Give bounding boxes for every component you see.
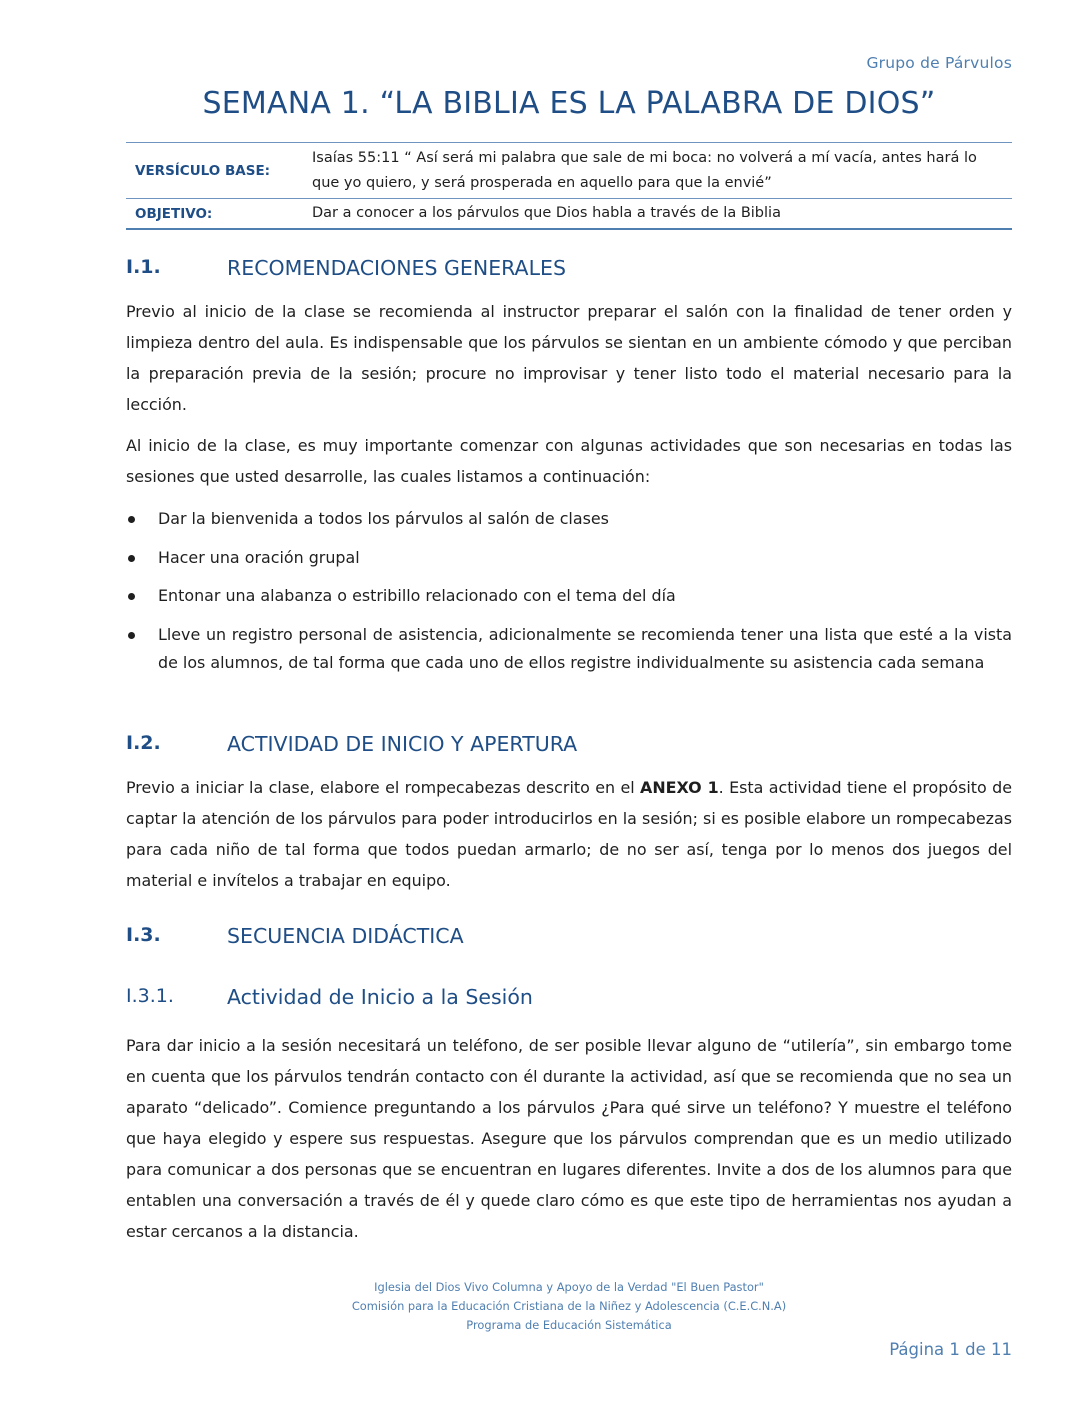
info-value-verse: Isaías 55:11 “ Así será mi palabra que sale de mi boca: no volverá a mí vacía, antes hará lo que yo quiero, y será prosperada en aquello para que la envié”: [312, 149, 977, 191]
list-item-text: Entonar una alabanza o estribillo relacionado con el tema del día: [158, 586, 676, 605]
info-key-verse: VERSÍCULO BASE:: [135, 162, 271, 179]
page-number: Página 1 de 11: [889, 1340, 1012, 1359]
section-title: ACTIVIDAD DE INICIO Y APERTURA: [227, 732, 578, 756]
bullet-icon: [126, 544, 158, 572]
section-number: I.3.1.: [126, 985, 174, 1007]
footer-line: Programa de Educación Sistemática: [466, 1318, 672, 1332]
list-item-text: Lleve un registro personal de asistencia, adicionalmente se recomienda tener una lista que esté a la vista de los alumnos, de tal forma que cada uno de ellos registre individualmente su asistencia cada semana: [158, 625, 1012, 672]
subsection-heading: [126, 985, 533, 1009]
info-table: [126, 142, 1012, 230]
footer-line: Iglesia del Dios Vivo Columna y Apoyo de la Verdad "El Buen Pastor": [374, 1280, 764, 1294]
section-title: RECOMENDACIONES GENERALES: [227, 256, 566, 280]
list-item: [126, 621, 1012, 677]
section-heading-1: [126, 256, 566, 280]
paragraph: Al inicio de la clase, es muy importante comenzar con algunas actividades que son necesarias en todas las sesiones que usted desarrolle, las cuales listamos a continuación:: [126, 436, 1012, 486]
section-number: I.3.: [126, 924, 161, 946]
page-title: SEMANA 1. “LA BIBLIA ES LA PALABRA DE DIOS”: [202, 86, 936, 121]
info-row-objective: [126, 199, 1012, 228]
section-number: I.1.: [126, 256, 161, 278]
bullet-icon: [126, 582, 158, 610]
header-group-label: Grupo de Párvulos: [866, 54, 1012, 72]
paragraph: [126, 772, 1012, 896]
page-footer: [126, 1278, 1012, 1335]
bullet-icon: [126, 621, 158, 677]
list-item: [126, 505, 1012, 533]
annex-reference: ANEXO 1: [640, 778, 719, 797]
info-key-objective: OBJETIVO:: [135, 205, 213, 222]
section-title: Actividad de Inicio a la Sesión: [227, 985, 533, 1009]
section-number: I.2.: [126, 732, 161, 754]
info-row-verse: [126, 143, 1012, 199]
paragraph: Para dar inicio a la sesión necesitará un teléfono, de ser posible llevar alguno de “utilería”, sin embargo tome en cuenta que los párvulos tendrán contacto con él durante la actividad, así que se recomienda que no sea un aparato “delicado”. Comience preguntando a los párvulos ¿Para qué sirve un teléfono? Y muestre el teléfono que haya elegido y espere sus respuestas. Asegure que los párvulos comprendan que es un medio utilizado para comunicar a dos personas que se encuentran en lugares diferentes. Invite a dos de los alumnos para que entablen una conversación a través de él y quede claro cómo es que este tipo de herramientas nos ayudan a estar cercanos a la distancia.: [126, 1036, 1012, 1241]
list-item: [126, 544, 1012, 572]
info-value-objective: Dar a conocer a los párvulos que Dios habla a través de la Biblia: [312, 205, 781, 221]
section-title: SECUENCIA DIDÁCTICA: [227, 924, 464, 948]
footer-line: Comisión para la Educación Cristiana de la Niñez y Adolescencia (C.E.C.N.A): [351, 1299, 787, 1313]
paragraph-text: Previo a iniciar la clase, elabore el rompecabezas descrito en el: [126, 778, 641, 797]
section-heading-2: [126, 732, 577, 756]
paragraph: Previo al inicio de la clase se recomienda al instructor preparar el salón con la finalidad de tener orden y limpieza dentro del aula. Es indispensable que los párvulos se sientan en un ambiente cómodo y que perciban la preparación previa de la sesión; procure no improvisar y tener listo todo el material necesario para la lección.: [126, 302, 1012, 414]
bullet-icon: [126, 505, 158, 533]
section-heading-3: [126, 924, 464, 948]
list-item-text: Dar la bienvenida a todos los párvulos al salón de clases: [158, 509, 609, 528]
paragraph-text: . Esta actividad tiene el propósito de captar la atención de los párvulos para poder introducirlos en la sesión; si es posible elabore un rompecabezas para cada niño de tal forma que todos puedan armarlo; de no ser así, tenga por lo menos dos juegos del material e invítelos a trabajar en equipo.: [126, 778, 1012, 890]
list-item-text: Hacer una oración grupal: [158, 548, 360, 567]
list-item: [126, 582, 1012, 610]
